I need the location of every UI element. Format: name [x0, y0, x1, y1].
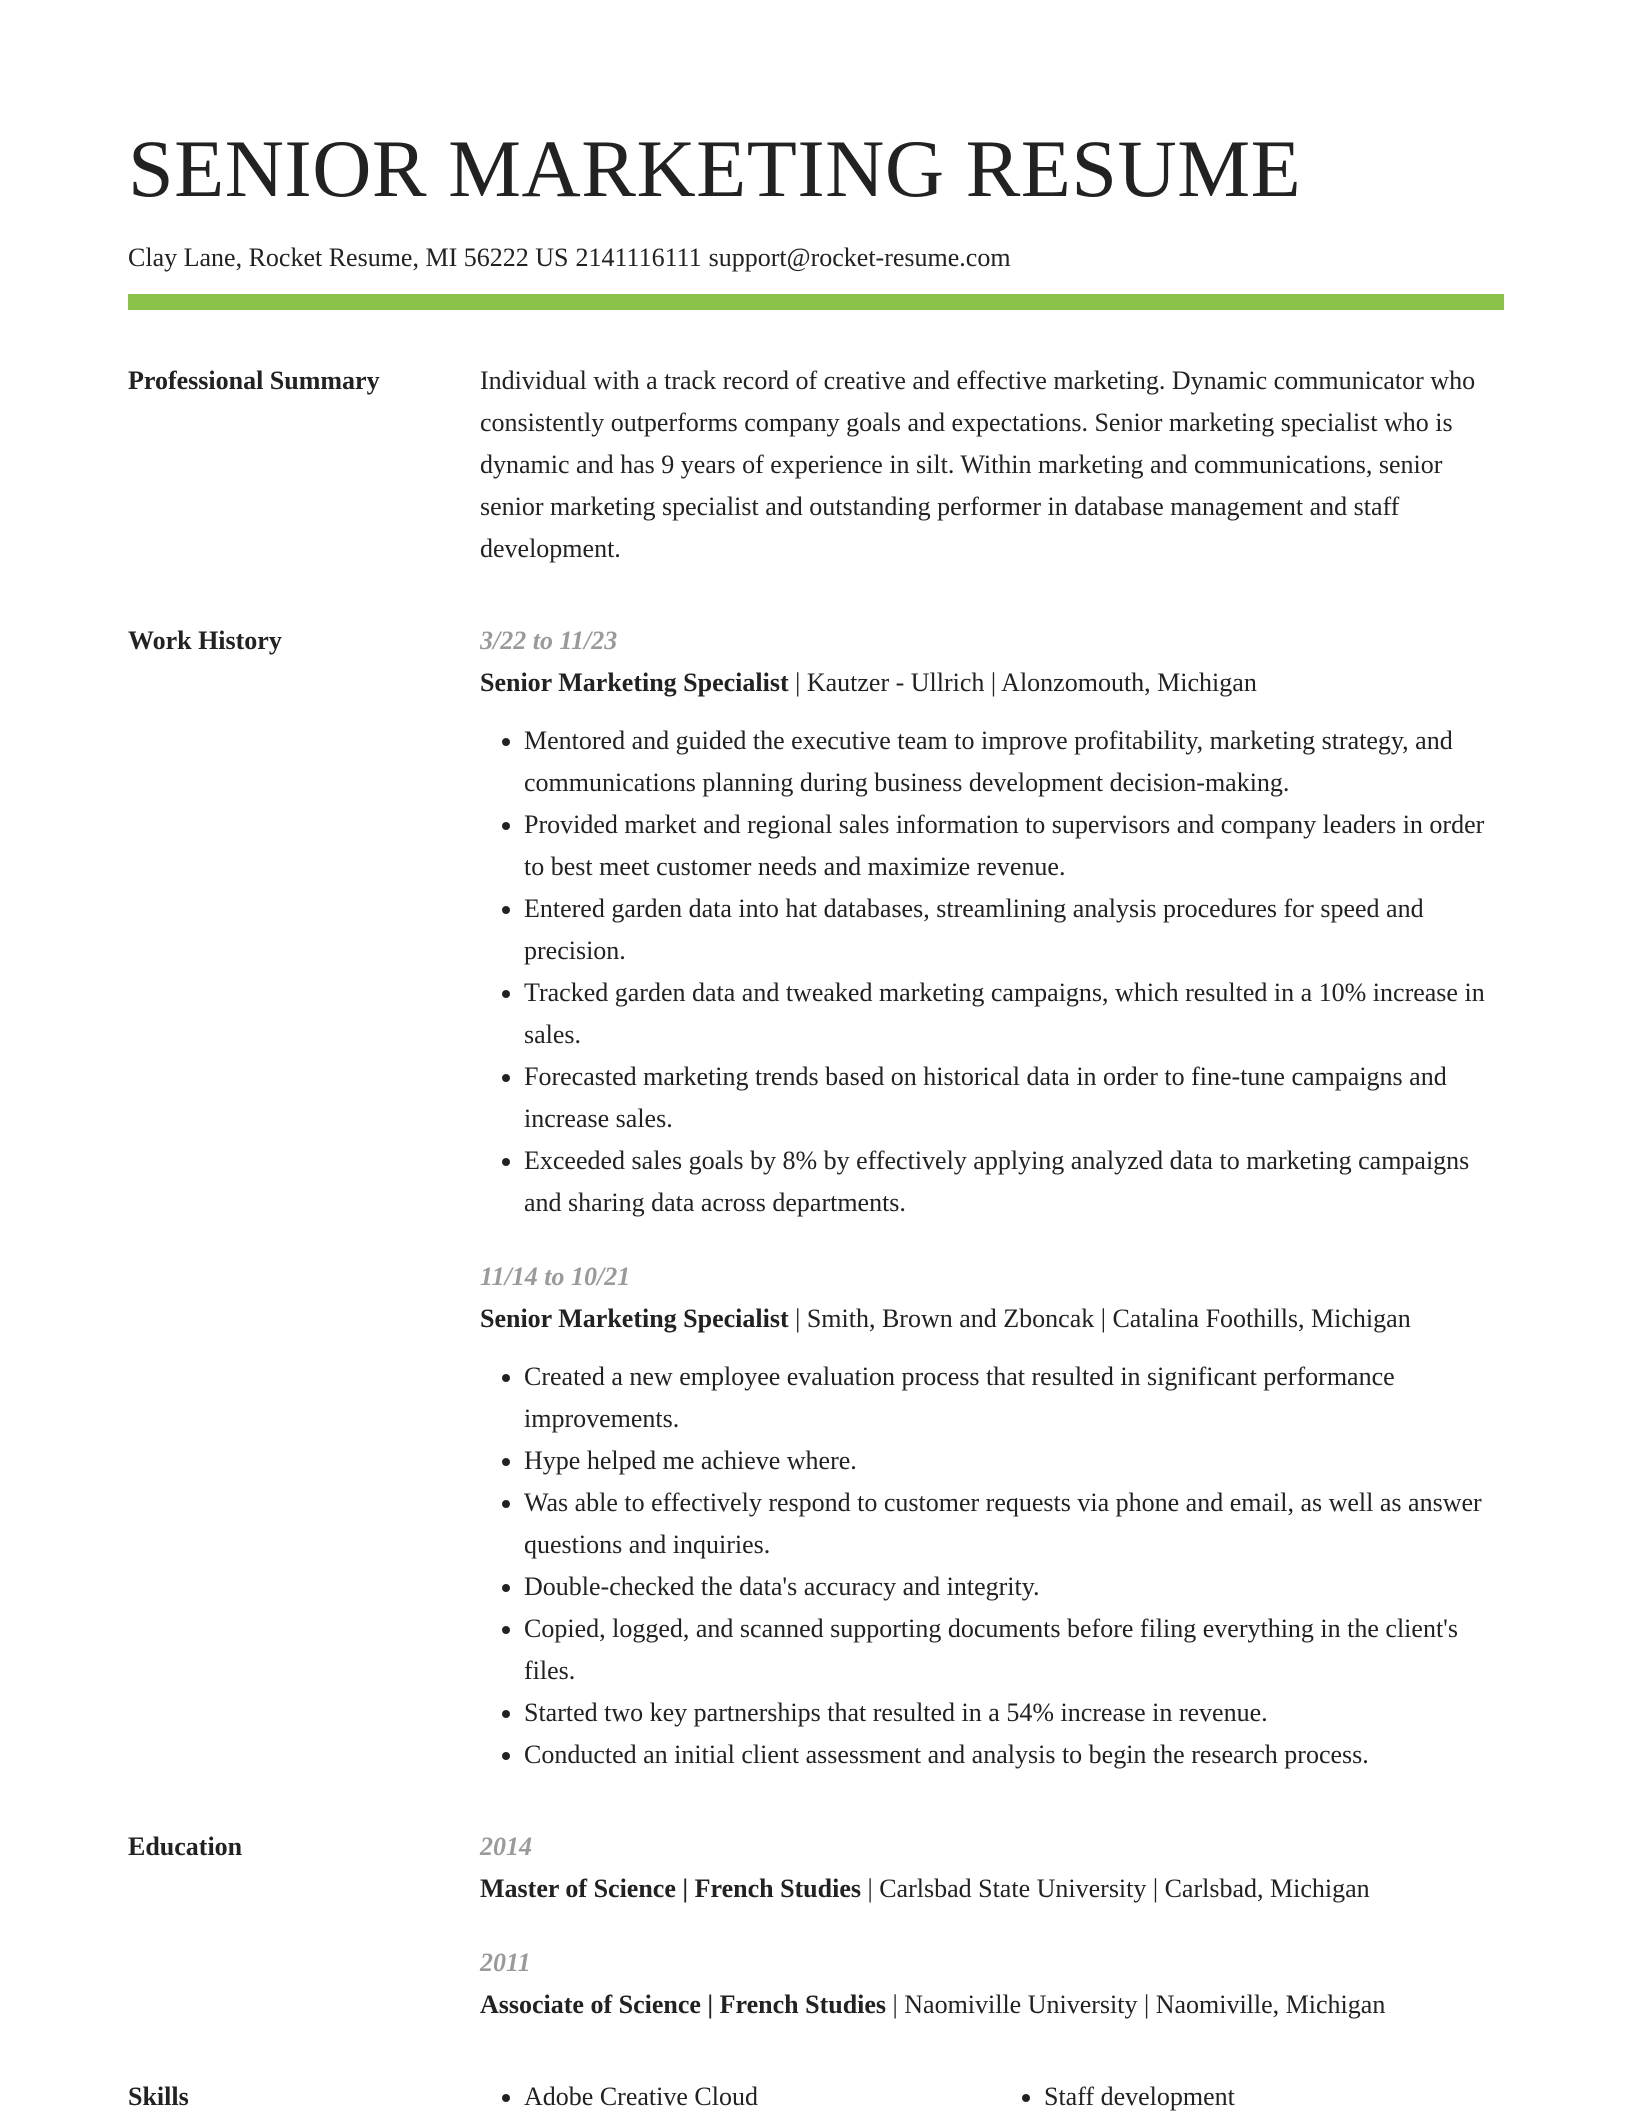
education-degree: Master of Science | French Studies — [480, 1874, 861, 1903]
job-details: | Kautzer - Ullrich | Alonzomouth, Michigan — [788, 668, 1257, 697]
list-item: • Was able to effectively respond to customer requests via phone and email, as well as answer questions and inquiries. — [524, 1482, 1504, 1566]
list-item: • Staff development — [1044, 2076, 1504, 2118]
education-label: Education — [128, 1832, 243, 1861]
list-item: • Copied, logged, and scanned supporting documents before filing everything in the client's files. — [524, 1608, 1504, 1692]
job-bullets — [480, 720, 1504, 1224]
resume-page — [128, 0, 1504, 2118]
accent-rule — [128, 294, 1504, 310]
skills-label: Skills — [128, 2082, 189, 2111]
summary-label: Professional Summary — [128, 366, 380, 395]
summary-text: Individual with a track record of creative and effective marketing. Dynamic communicator who consistently outperforms company goals and expectations. Senior marketing specialist who is dynamic and has 9 years of experience in silt. Within marketing and communications, senior senior marketing specialist and outstanding performer in database management and staff development. — [480, 366, 1476, 563]
job-role: Senior Marketing Specialist — [480, 1304, 789, 1333]
education-entry — [480, 1942, 1504, 2026]
work-history-section — [128, 620, 1504, 1776]
list-item: • Adobe Creative Cloud — [524, 2076, 984, 2118]
list-item: • Hype helped me achieve where. — [524, 1440, 1504, 1482]
list-item: • Forecasted marketing trends based on historical data in order to fine-tune campaigns and increase sales. — [524, 1056, 1504, 1140]
job-entry — [480, 620, 1504, 1224]
education-details: | Carlsbad State University | Carlsbad, Michigan — [861, 1874, 1370, 1903]
job-details: | Smith, Brown and Zboncak | Catalina Foothills, Michigan — [788, 1304, 1411, 1333]
contact-email: support@rocket-resume.com — [708, 243, 1011, 272]
education-headline — [480, 1984, 1504, 2026]
contact-phone: 2141116111 — [575, 243, 702, 272]
education-degree: Associate of Science | French Studies — [480, 1990, 887, 2019]
list-item: • Mentored and guided the executive team to improve profitability, marketing strategy, and communications planning during business development decision-making. — [524, 720, 1504, 804]
job-headline — [480, 1298, 1504, 1340]
list-item: • Conducted an initial client assessment and analysis to begin the research process. — [524, 1734, 1504, 1776]
work-history-label: Work History — [128, 626, 282, 655]
job-dates: 11/14 to 10/21 — [480, 1262, 631, 1291]
education-year: 2014 — [480, 1832, 532, 1861]
job-role: Senior Marketing Specialist — [480, 668, 789, 697]
job-dates: 3/22 to 11/23 — [480, 626, 618, 655]
contact-address: Clay Lane, Rocket Resume, MI 56222 US — [128, 243, 569, 272]
list-item: • Entered garden data into hat databases, streamlining analysis procedures for speed and precision. — [524, 888, 1504, 972]
resume-title: SENIOR MARKETING RESUME — [128, 123, 1302, 214]
list-item: • Provided market and regional sales information to supervisors and company leaders in order to best meet customer needs and maximize revenue. — [524, 804, 1504, 888]
education-details: | Naomiville University | Naomiville, Michigan — [886, 1990, 1386, 2019]
education-year: 2011 — [480, 1948, 531, 1977]
contact-line — [128, 239, 1504, 277]
education-entry — [480, 1826, 1504, 1910]
summary-section — [128, 360, 1504, 570]
list-item: • Tracked garden data and tweaked marketing campaigns, which resulted in a 10% increase in sales. — [524, 972, 1504, 1056]
job-headline — [480, 662, 1504, 704]
job-entry — [480, 1256, 1504, 1776]
list-item: • Created a new employee evaluation process that resulted in significant performance improvements. — [524, 1356, 1504, 1440]
education-headline — [480, 1868, 1504, 1910]
list-item: • Started two key partnerships that resulted in a 54% increase in revenue. — [524, 1692, 1504, 1734]
education-section — [128, 1826, 1504, 2026]
list-item: • Double-checked the data's accuracy and integrity. — [524, 1566, 1504, 1608]
list-item: • Exceeded sales goals by 8% by effectively applying analyzed data to marketing campaigns and sharing data across departments. — [524, 1140, 1504, 1224]
job-bullets — [480, 1356, 1504, 1776]
